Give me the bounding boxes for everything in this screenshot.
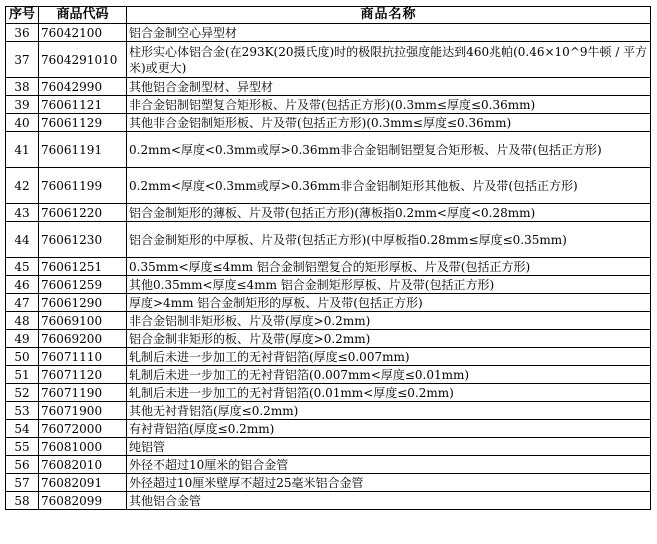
row-name: 铝合金制矩形的中厚板、片及带(包括正方形)(中厚板指0.28mm≤厚度≤0.35mm)	[127, 222, 651, 258]
row-name: 其他无衬背铝箔(厚度≤0.2mm)	[127, 402, 651, 420]
table-row	[6, 312, 651, 330]
row-seq: 53	[6, 402, 39, 420]
row-code: 76061220	[39, 204, 127, 222]
row-code: 76081000	[39, 438, 127, 456]
row-name: 其他非合金铝制矩形板、片及带(包括正方形)(0.3mm≤厚度≤0.36mm)	[127, 114, 651, 132]
table-row	[6, 168, 651, 204]
row-code: 76082010	[39, 456, 127, 474]
row-code: 76061199	[39, 168, 127, 204]
header-code: 商品代码	[39, 7, 127, 24]
row-code: 76061230	[39, 222, 127, 258]
row-name: 0.2mm<厚度<0.3mm或厚>0.36mm非合金铝制铝塑复合矩形板、片及带(包括正方形)	[127, 132, 651, 168]
row-code: 76061191	[39, 132, 127, 168]
row-name: 铝合金制矩形的薄板、片及带(包括正方形)(薄板指0.2mm<厚度<0.28mm)	[127, 204, 651, 222]
row-seq: 48	[6, 312, 39, 330]
row-name: 轧制后未进一步加工的无衬背铝箔(0.007mm<厚度≤0.01mm)	[127, 366, 651, 384]
row-code: 76072000	[39, 420, 127, 438]
table-row	[6, 492, 651, 510]
row-seq: 39	[6, 96, 39, 114]
row-seq: 49	[6, 330, 39, 348]
table-row	[6, 330, 651, 348]
row-code: 76069200	[39, 330, 127, 348]
commodity-table	[5, 6, 651, 510]
table-row	[6, 42, 651, 78]
row-code: 76071190	[39, 384, 127, 402]
row-code: 76082099	[39, 492, 127, 510]
row-name: 其他铝合金管	[127, 492, 651, 510]
row-code: 76061129	[39, 114, 127, 132]
row-name: 厚度>4mm 铝合金制矩形的厚板、片及带(包括正方形)	[127, 294, 651, 312]
row-name: 其他铝合金制型材、异型材	[127, 78, 651, 96]
row-code: 76082091	[39, 474, 127, 492]
table-row	[6, 96, 651, 114]
row-code: 76071900	[39, 402, 127, 420]
row-code: 7604291010	[39, 42, 127, 78]
row-name: 非合金铝制铝塑复合矩形板、片及带(包括正方形)(0.3mm≤厚度≤0.36mm)	[127, 96, 651, 114]
row-name: 0.2mm<厚度<0.3mm或厚>0.36mm非合金铝制矩形其他板、片及带(包括正方形)	[127, 168, 651, 204]
row-code: 76061251	[39, 258, 127, 276]
table-row	[6, 456, 651, 474]
row-seq: 42	[6, 168, 39, 204]
row-name: 铝合金制非矩形的板、片及带(厚度>0.2mm)	[127, 330, 651, 348]
row-name: 铝合金制空心异型材	[127, 24, 651, 42]
row-seq: 37	[6, 42, 39, 78]
table-row	[6, 438, 651, 456]
row-seq: 51	[6, 366, 39, 384]
table-body	[6, 24, 651, 510]
table-row	[6, 366, 651, 384]
table-row	[6, 348, 651, 366]
table-row	[6, 24, 651, 42]
table-row	[6, 474, 651, 492]
row-name: 外径超过10厘米壁厚不超过25毫米铝合金管	[127, 474, 651, 492]
row-code: 76042990	[39, 78, 127, 96]
row-seq: 52	[6, 384, 39, 402]
row-name: 轧制后未进一步加工的无衬背铝箔(0.01mm<厚度≤0.2mm)	[127, 384, 651, 402]
table-row	[6, 294, 651, 312]
row-seq: 56	[6, 456, 39, 474]
row-seq: 43	[6, 204, 39, 222]
header-name: 商品名称	[127, 7, 651, 24]
table-row	[6, 114, 651, 132]
row-name: 有衬背铝箔(厚度≤0.2mm)	[127, 420, 651, 438]
row-seq: 47	[6, 294, 39, 312]
row-code: 76061290	[39, 294, 127, 312]
row-seq: 40	[6, 114, 39, 132]
header-seq: 序号	[6, 7, 39, 24]
table-row	[6, 276, 651, 294]
row-seq: 45	[6, 258, 39, 276]
table-row	[6, 204, 651, 222]
table-row	[6, 402, 651, 420]
row-name: 0.35mm<厚度≤4mm 铝合金制铝塑复合的矩形厚板、片及带(包括正方形)	[127, 258, 651, 276]
row-seq: 57	[6, 474, 39, 492]
row-code: 76071110	[39, 348, 127, 366]
row-name: 柱形实心体铝合金(在293K(20摄氏度)时的极限抗拉强度能达到460兆帕(0.46×10^9牛顿 / 平方米)或更大)	[127, 42, 651, 78]
row-seq: 44	[6, 222, 39, 258]
row-name: 轧制后未进一步加工的无衬背铝箔(厚度≤0.007mm)	[127, 348, 651, 366]
row-seq: 41	[6, 132, 39, 168]
row-seq: 46	[6, 276, 39, 294]
row-code: 76071120	[39, 366, 127, 384]
table-row	[6, 78, 651, 96]
row-name: 非合金铝制非矩形板、片及带(厚度>0.2mm)	[127, 312, 651, 330]
row-name: 外径不超过10厘米的铝合金管	[127, 456, 651, 474]
row-seq: 55	[6, 438, 39, 456]
row-seq: 54	[6, 420, 39, 438]
table-row	[6, 258, 651, 276]
table-row	[6, 384, 651, 402]
row-code: 76061259	[39, 276, 127, 294]
row-code: 76069100	[39, 312, 127, 330]
table-row	[6, 222, 651, 258]
table-row	[6, 420, 651, 438]
table-row	[6, 132, 651, 168]
row-seq: 50	[6, 348, 39, 366]
row-code: 76042100	[39, 24, 127, 42]
table-header-row	[6, 7, 651, 24]
row-seq: 58	[6, 492, 39, 510]
row-code: 76061121	[39, 96, 127, 114]
row-seq: 38	[6, 78, 39, 96]
row-name: 纯铝管	[127, 438, 651, 456]
row-name: 其他0.35mm<厚度≤4mm 铝合金制矩形厚板、片及带(包括正方形)	[127, 276, 651, 294]
row-seq: 36	[6, 24, 39, 42]
